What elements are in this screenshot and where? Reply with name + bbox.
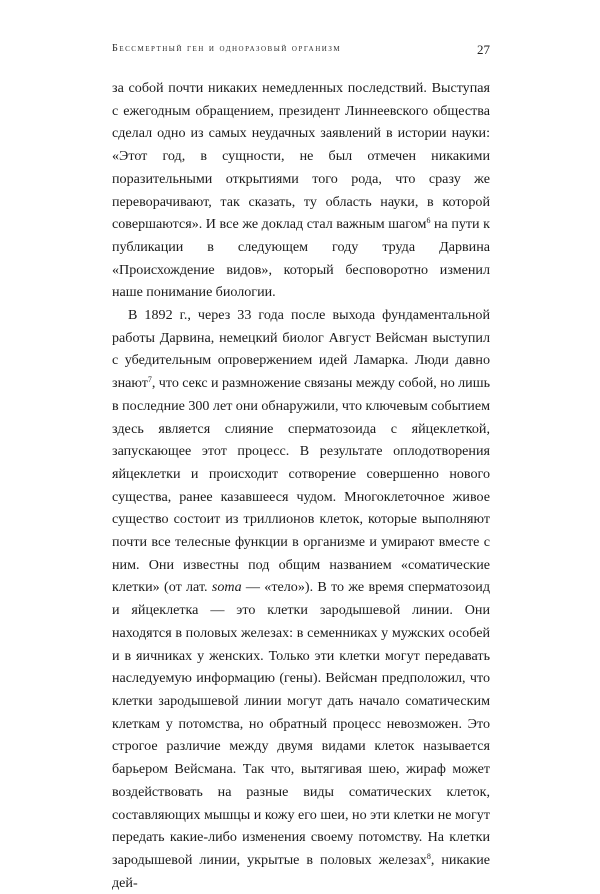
body-text <box>112 77 490 894</box>
paragraph-1 <box>112 77 490 304</box>
running-head <box>112 43 490 61</box>
paragraph-1-text-b: на пути к публикации в следующем году труда Дарвина «Происхождение видов», который бесповоротно изменил наше понимание биологии. <box>112 216 490 301</box>
paragraph-2 <box>112 304 490 894</box>
footnote-ref-6: 6 <box>426 216 431 226</box>
footnote-ref-7: 7 <box>147 375 152 385</box>
paragraph-2-text-b: , что секс и размножение связаны между собой, но лишь в последние 300 лет они обнаружили, что ключевым событием здесь является слияние сперматозоида с яйцеклеткой, запускающее этот процесс. В результате оплодотворения яйцеклетки и происходит сотворение совершенно нового существа, ранее казавшееся чудом. Многоклеточное живое существо состоит из триллионов клеток, которые выполняют почти все телесные функции в организме и умирают вместе с ним. Они известны под общим названием «соматические клетки» (от лат. <box>112 375 490 596</box>
latin-term: soma <box>211 579 242 596</box>
paragraph-2-text-d: , никакие дей- <box>112 851 490 891</box>
paragraph-1-text-a: за собой почти никаких немедленных последствий. Выступая с ежегодным обращением, президент Линнеевского общества сделал одно из самых неудачных заявлений в истории науки: «Этот год, в сущности, не был отмечен никакими поразительными открытиями того рода, что сразу же переворачивают, так сказать, ту область науки, в которой совершаются». И все же доклад стал важным шагом <box>112 80 490 233</box>
paragraph-2-text-c: — «тело»). В то же время сперматозоид и яйцеклетка — это клетки зародышевой линии. Они находятся в половых железах: в семенниках у мужских особей и в яичниках у женских. Только эти клетки могут передавать наследуемую информацию (гены). Вейсман предположил, что клетки зародышевой линии могут дать начало соматическим клеткам у потомства, но обратный процесс невозможен. Это строгое различие между двумя видами клеток называется барьером Вейсмана. Так что, вытягивая шею, жираф может воздействовать на разные виды соматических клеток, составляющих мышцы и кожу его шеи, но эти клетки не могут передать какие-либо изменения своему потомству. На клетки зародышевой линии, укрытые в половых железах <box>112 579 490 868</box>
paragraph-2-text-a: В 1892 г., через 33 года после выхода фундаментальной работы Дарвина, немецкий биолог Август Вейсман выступил с убедительным опровержением идей Ламарка. Люди давно знают <box>112 307 490 392</box>
running-title: Бессмертный ген и одноразовый организм <box>112 43 342 54</box>
footnote-ref-8: 8 <box>426 851 431 861</box>
page-number: 27 <box>477 42 490 57</box>
